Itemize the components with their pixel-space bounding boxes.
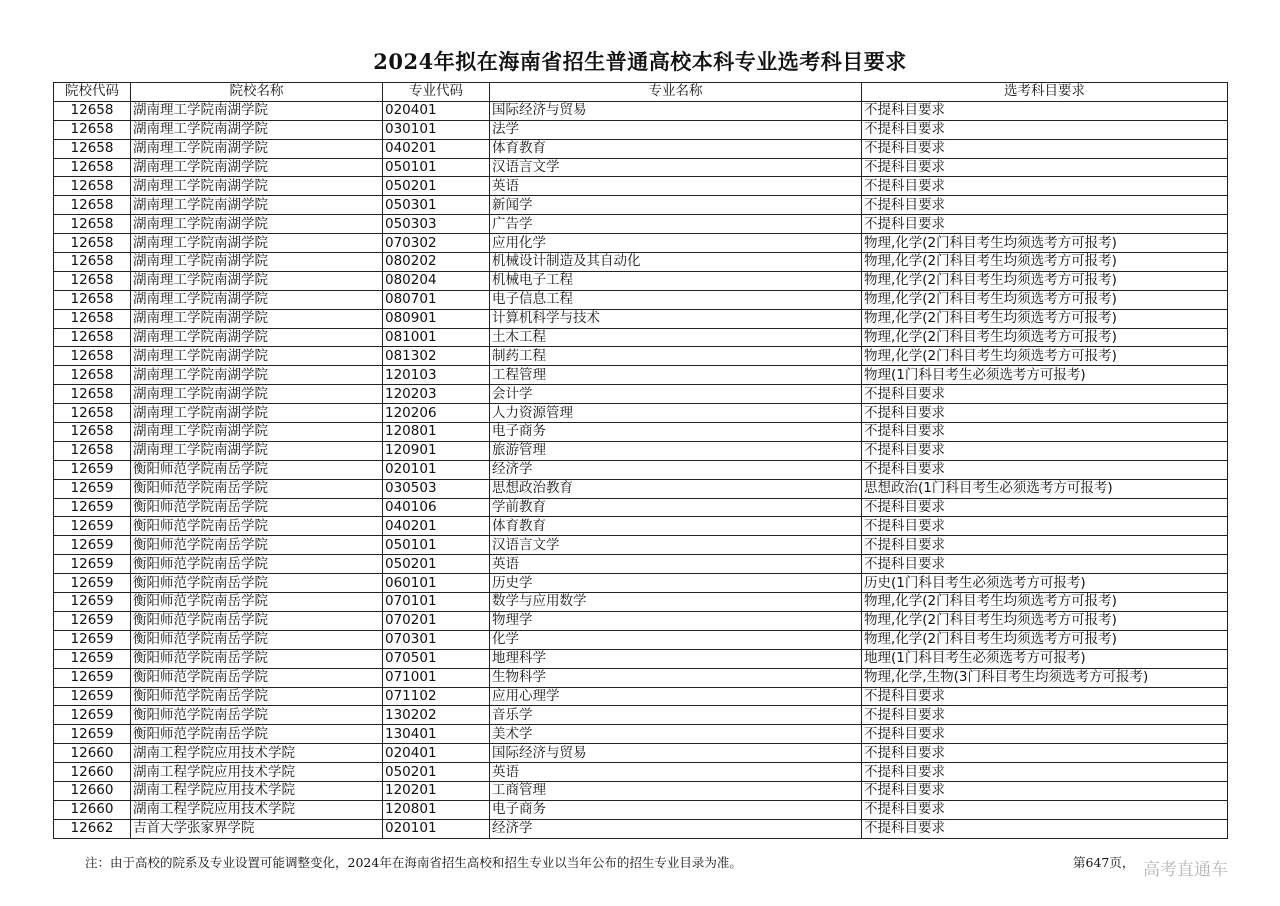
subject-requirement-cell: 不提科目要求 [862, 498, 1228, 517]
school-name-cell: 湖南理工学院南湖学院 [131, 120, 383, 139]
school-name-cell: 湖南理工学院南湖学院 [131, 196, 383, 215]
school-name-cell: 湖南工程学院应用技术学院 [131, 781, 383, 800]
school-code-cell: 12658 [54, 309, 131, 328]
school-code-cell: 12658 [54, 120, 131, 139]
table-row [54, 366, 1228, 385]
subject-requirement-cell: 物理,化学(2门科目考生均须选考方可报考) [862, 611, 1228, 630]
school-code-cell: 12659 [54, 593, 131, 612]
table-row [54, 139, 1228, 158]
subject-requirement-cell: 不提科目要求 [862, 460, 1228, 479]
major-name-cell: 人力资源管理 [490, 404, 862, 423]
major-code-cell: 120206 [383, 404, 490, 423]
major-code-cell: 120201 [383, 781, 490, 800]
major-code-cell: 120901 [383, 441, 490, 460]
major-code-cell: 130202 [383, 706, 490, 725]
major-name-cell: 音乐学 [490, 706, 862, 725]
table-row [54, 611, 1228, 630]
school-name-cell: 吉首大学张家界学院 [131, 819, 383, 838]
school-code-cell: 12659 [54, 574, 131, 593]
subject-requirement-cell: 思想政治(1门科目考生必须选考方可报考) [862, 479, 1228, 498]
major-code-cell: 070302 [383, 234, 490, 253]
subject-requirement-cell: 不提科目要求 [862, 385, 1228, 404]
table-row [54, 101, 1228, 120]
major-name-cell: 计算机科学与技术 [490, 309, 862, 328]
school-name-cell: 衡阳师范学院南岳学院 [131, 611, 383, 630]
subject-requirement-cell: 物理,化学(2门科目考生均须选考方可报考) [862, 593, 1228, 612]
subject-requirement-cell: 物理,化学(2门科目考生均须选考方可报考) [862, 630, 1228, 649]
column-header-school-name: 院校名称 [131, 83, 383, 102]
school-name-cell: 湖南理工学院南湖学院 [131, 423, 383, 442]
school-name-cell: 衡阳师范学院南岳学院 [131, 593, 383, 612]
school-name-cell: 湖南理工学院南湖学院 [131, 404, 383, 423]
table-row [54, 781, 1228, 800]
school-name-cell: 衡阳师范学院南岳学院 [131, 668, 383, 687]
subject-requirement-cell: 不提科目要求 [862, 423, 1228, 442]
subject-requirement-cell: 物理,化学(2门科目考生均须选考方可报考) [862, 234, 1228, 253]
table-row [54, 744, 1228, 763]
table-row [54, 441, 1228, 460]
subject-requirement-cell: 物理,化学(2门科目考生均须选考方可报考) [862, 309, 1228, 328]
major-code-cell: 120801 [383, 800, 490, 819]
major-code-cell: 030503 [383, 479, 490, 498]
table-row [54, 234, 1228, 253]
school-name-cell: 湖南理工学院南湖学院 [131, 215, 383, 234]
major-code-cell: 071001 [383, 668, 490, 687]
table-row [54, 763, 1228, 782]
school-name-cell: 衡阳师范学院南岳学院 [131, 630, 383, 649]
column-header-school-code: 院校代码 [54, 83, 131, 102]
major-name-cell: 英语 [490, 763, 862, 782]
subject-requirement-cell: 不提科目要求 [862, 536, 1228, 555]
major-name-cell: 物理学 [490, 611, 862, 630]
watermark-text: 高考直通车 [1143, 860, 1228, 880]
school-code-cell: 12662 [54, 819, 131, 838]
major-name-cell: 广告学 [490, 215, 862, 234]
school-name-cell: 湖南理工学院南湖学院 [131, 271, 383, 290]
school-name-cell: 衡阳师范学院南岳学院 [131, 725, 383, 744]
subject-requirement-cell: 物理,化学(2门科目考生均须选考方可报考) [862, 253, 1228, 272]
major-name-cell: 英语 [490, 555, 862, 574]
subject-requirement-cell: 物理,化学,生物(3门科目考生均须选考方可报考) [862, 668, 1228, 687]
school-code-cell: 12659 [54, 555, 131, 574]
major-name-cell: 机械设计制造及其自动化 [490, 253, 862, 272]
table-row [54, 725, 1228, 744]
school-name-cell: 湖南理工学院南湖学院 [131, 177, 383, 196]
major-name-cell: 机械电子工程 [490, 271, 862, 290]
school-code-cell: 12658 [54, 290, 131, 309]
table-row [54, 498, 1228, 517]
major-code-cell: 070201 [383, 611, 490, 630]
school-code-cell: 12658 [54, 404, 131, 423]
subject-requirement-cell: 物理,化学(2门科目考生均须选考方可报考) [862, 328, 1228, 347]
major-code-cell: 080901 [383, 309, 490, 328]
major-name-cell: 学前教育 [490, 498, 862, 517]
school-name-cell: 湖南理工学院南湖学院 [131, 309, 383, 328]
subject-requirement-cell: 不提科目要求 [862, 763, 1228, 782]
subject-requirement-cell: 不提科目要求 [862, 687, 1228, 706]
subject-requirement-cell: 不提科目要求 [862, 196, 1228, 215]
school-code-cell: 12658 [54, 253, 131, 272]
school-name-cell: 湖南工程学院应用技术学院 [131, 763, 383, 782]
table-row [54, 819, 1228, 838]
table-row [54, 158, 1228, 177]
school-code-cell: 12658 [54, 177, 131, 196]
subject-requirement-cell: 不提科目要求 [862, 404, 1228, 423]
major-name-cell: 数学与应用数学 [490, 593, 862, 612]
table-row [54, 517, 1228, 536]
school-code-cell: 12659 [54, 498, 131, 517]
school-name-cell: 湖南工程学院应用技术学院 [131, 744, 383, 763]
major-code-cell: 080204 [383, 271, 490, 290]
major-code-cell: 050201 [383, 177, 490, 196]
table-row [54, 328, 1228, 347]
major-name-cell: 英语 [490, 177, 862, 196]
school-code-cell: 12659 [54, 706, 131, 725]
subject-requirement-cell: 历史(1门科目考生必须选考方可报考) [862, 574, 1228, 593]
school-code-cell: 12659 [54, 649, 131, 668]
table-row [54, 177, 1228, 196]
school-code-cell: 12659 [54, 725, 131, 744]
school-code-cell: 12658 [54, 441, 131, 460]
subject-requirement-cell: 不提科目要求 [862, 744, 1228, 763]
school-code-cell: 12658 [54, 139, 131, 158]
major-name-cell: 经济学 [490, 460, 862, 479]
school-code-cell: 12658 [54, 196, 131, 215]
school-code-cell: 12658 [54, 366, 131, 385]
page-number: 第647页， [1073, 855, 1135, 870]
major-code-cell: 050301 [383, 196, 490, 215]
major-code-cell: 040106 [383, 498, 490, 517]
document-title: 2024年拟在海南省招生普通高校本科专业选考科目要求 [373, 49, 907, 74]
major-name-cell: 国际经济与贸易 [490, 744, 862, 763]
school-name-cell: 湖南理工学院南湖学院 [131, 347, 383, 366]
major-name-cell: 应用心理学 [490, 687, 862, 706]
school-name-cell: 湖南理工学院南湖学院 [131, 253, 383, 272]
table-row [54, 423, 1228, 442]
subject-requirement-cell: 不提科目要求 [862, 177, 1228, 196]
school-code-cell: 12660 [54, 800, 131, 819]
table-row [54, 668, 1228, 687]
column-header-major-name: 专业名称 [490, 83, 862, 102]
major-code-cell: 050303 [383, 215, 490, 234]
major-name-cell: 汉语言文学 [490, 158, 862, 177]
major-code-cell: 050101 [383, 536, 490, 555]
major-code-cell: 070101 [383, 593, 490, 612]
major-name-cell: 生物科学 [490, 668, 862, 687]
school-code-cell: 12658 [54, 347, 131, 366]
subject-requirement-cell: 不提科目要求 [862, 158, 1228, 177]
table-row [54, 290, 1228, 309]
school-code-cell: 12658 [54, 271, 131, 290]
major-name-cell: 工程管理 [490, 366, 862, 385]
table-row [54, 385, 1228, 404]
major-code-cell: 020401 [383, 101, 490, 120]
major-code-cell: 080701 [383, 290, 490, 309]
major-name-cell: 工商管理 [490, 781, 862, 800]
subject-requirements-table [53, 82, 1228, 839]
school-name-cell: 衡阳师范学院南岳学院 [131, 555, 383, 574]
school-code-cell: 12659 [54, 517, 131, 536]
major-name-cell: 体育教育 [490, 139, 862, 158]
school-code-cell: 12658 [54, 385, 131, 404]
table-row [54, 309, 1228, 328]
school-code-cell: 12659 [54, 611, 131, 630]
major-name-cell: 汉语言文学 [490, 536, 862, 555]
school-name-cell: 衡阳师范学院南岳学院 [131, 706, 383, 725]
school-name-cell: 湖南理工学院南湖学院 [131, 234, 383, 253]
major-name-cell: 应用化学 [490, 234, 862, 253]
subject-requirement-cell: 物理,化学(2门科目考生均须选考方可报考) [862, 347, 1228, 366]
school-name-cell: 衡阳师范学院南岳学院 [131, 479, 383, 498]
major-name-cell: 新闻学 [490, 196, 862, 215]
major-code-cell: 040201 [383, 517, 490, 536]
major-code-cell: 070501 [383, 649, 490, 668]
footer-note: 注：由于高校的院系及专业设置可能调整变化，2024年在海南省招生高校和招生专业以当年公布的招生专业目录为准。 [85, 855, 742, 870]
major-code-cell: 070301 [383, 630, 490, 649]
table-row [54, 347, 1228, 366]
school-name-cell: 湖南理工学院南湖学院 [131, 441, 383, 460]
school-code-cell: 12658 [54, 328, 131, 347]
major-name-cell: 电子商务 [490, 423, 862, 442]
school-name-cell: 衡阳师范学院南岳学院 [131, 574, 383, 593]
major-name-cell: 电子商务 [490, 800, 862, 819]
table-row [54, 555, 1228, 574]
major-code-cell: 030101 [383, 120, 490, 139]
table-row [54, 271, 1228, 290]
major-name-cell: 会计学 [490, 385, 862, 404]
school-code-cell: 12658 [54, 101, 131, 120]
major-code-cell: 120103 [383, 366, 490, 385]
table-row [54, 460, 1228, 479]
table-row [54, 800, 1228, 819]
subject-requirement-cell: 不提科目要求 [862, 517, 1228, 536]
table-row [54, 404, 1228, 423]
school-name-cell: 衡阳师范学院南岳学院 [131, 517, 383, 536]
table-row [54, 253, 1228, 272]
major-name-cell: 体育教育 [490, 517, 862, 536]
school-code-cell: 12658 [54, 423, 131, 442]
table-row [54, 630, 1228, 649]
subject-requirement-cell: 不提科目要求 [862, 800, 1228, 819]
major-code-cell: 081302 [383, 347, 490, 366]
major-name-cell: 经济学 [490, 819, 862, 838]
major-code-cell: 130401 [383, 725, 490, 744]
major-name-cell: 国际经济与贸易 [490, 101, 862, 120]
major-name-cell: 土木工程 [490, 328, 862, 347]
subject-requirement-cell: 物理(1门科目考生必须选考方可报考) [862, 366, 1228, 385]
school-name-cell: 衡阳师范学院南岳学院 [131, 649, 383, 668]
subject-requirement-cell: 不提科目要求 [862, 725, 1228, 744]
major-code-cell: 020101 [383, 819, 490, 838]
table-row [54, 479, 1228, 498]
table-header-row [54, 83, 1228, 102]
school-name-cell: 湖南理工学院南湖学院 [131, 158, 383, 177]
table-row [54, 215, 1228, 234]
school-code-cell: 12659 [54, 668, 131, 687]
school-name-cell: 湖南理工学院南湖学院 [131, 290, 383, 309]
subject-requirement-cell: 不提科目要求 [862, 819, 1228, 838]
subject-requirement-cell: 不提科目要求 [862, 706, 1228, 725]
major-code-cell: 020401 [383, 744, 490, 763]
major-code-cell: 020101 [383, 460, 490, 479]
school-code-cell: 12659 [54, 536, 131, 555]
subject-requirement-cell: 不提科目要求 [862, 215, 1228, 234]
major-name-cell: 化学 [490, 630, 862, 649]
school-name-cell: 湖南理工学院南湖学院 [131, 139, 383, 158]
school-code-cell: 12660 [54, 763, 131, 782]
school-name-cell: 湖南理工学院南湖学院 [131, 385, 383, 404]
column-header-subject-requirement: 选考科目要求 [862, 83, 1228, 102]
subject-requirement-cell: 地理(1门科目考生必须选考方可报考) [862, 649, 1228, 668]
table-row [54, 120, 1228, 139]
major-code-cell: 050201 [383, 555, 490, 574]
subject-requirement-cell: 不提科目要求 [862, 120, 1228, 139]
school-code-cell: 12659 [54, 630, 131, 649]
table-body [54, 101, 1228, 838]
table-row [54, 706, 1228, 725]
table-row [54, 649, 1228, 668]
major-code-cell: 081001 [383, 328, 490, 347]
school-name-cell: 衡阳师范学院南岳学院 [131, 498, 383, 517]
major-code-cell: 120801 [383, 423, 490, 442]
major-name-cell: 电子信息工程 [490, 290, 862, 309]
major-name-cell: 历史学 [490, 574, 862, 593]
school-name-cell: 湖南理工学院南湖学院 [131, 366, 383, 385]
table-row [54, 196, 1228, 215]
major-code-cell: 080202 [383, 253, 490, 272]
major-name-cell: 法学 [490, 120, 862, 139]
school-name-cell: 衡阳师范学院南岳学院 [131, 460, 383, 479]
table-row [54, 687, 1228, 706]
school-name-cell: 湖南理工学院南湖学院 [131, 101, 383, 120]
major-code-cell: 060101 [383, 574, 490, 593]
school-code-cell: 12658 [54, 158, 131, 177]
major-code-cell: 071102 [383, 687, 490, 706]
subject-requirement-cell: 不提科目要求 [862, 555, 1228, 574]
major-name-cell: 旅游管理 [490, 441, 862, 460]
major-name-cell: 思想政治教育 [490, 479, 862, 498]
table-row [54, 593, 1228, 612]
school-name-cell: 衡阳师范学院南岳学院 [131, 687, 383, 706]
school-code-cell: 12658 [54, 234, 131, 253]
subject-requirement-cell: 物理,化学(2门科目考生均须选考方可报考) [862, 290, 1228, 309]
subject-requirement-cell: 物理,化学(2门科目考生均须选考方可报考) [862, 271, 1228, 290]
school-name-cell: 衡阳师范学院南岳学院 [131, 536, 383, 555]
school-code-cell: 12660 [54, 744, 131, 763]
table-row [54, 574, 1228, 593]
column-header-major-code: 专业代码 [383, 83, 490, 102]
subject-requirement-cell: 不提科目要求 [862, 139, 1228, 158]
subject-requirement-cell: 不提科目要求 [862, 781, 1228, 800]
major-code-cell: 040201 [383, 139, 490, 158]
subject-requirement-cell: 不提科目要求 [862, 441, 1228, 460]
school-code-cell: 12659 [54, 460, 131, 479]
major-code-cell: 050201 [383, 763, 490, 782]
school-code-cell: 12660 [54, 781, 131, 800]
school-name-cell: 湖南工程学院应用技术学院 [131, 800, 383, 819]
subject-requirement-cell: 不提科目要求 [862, 101, 1228, 120]
school-code-cell: 12659 [54, 687, 131, 706]
table-row [54, 536, 1228, 555]
major-name-cell: 地理科学 [490, 649, 862, 668]
school-code-cell: 12659 [54, 479, 131, 498]
school-code-cell: 12658 [54, 215, 131, 234]
major-code-cell: 120203 [383, 385, 490, 404]
major-code-cell: 050101 [383, 158, 490, 177]
school-name-cell: 湖南理工学院南湖学院 [131, 328, 383, 347]
major-name-cell: 制药工程 [490, 347, 862, 366]
major-name-cell: 美术学 [490, 725, 862, 744]
